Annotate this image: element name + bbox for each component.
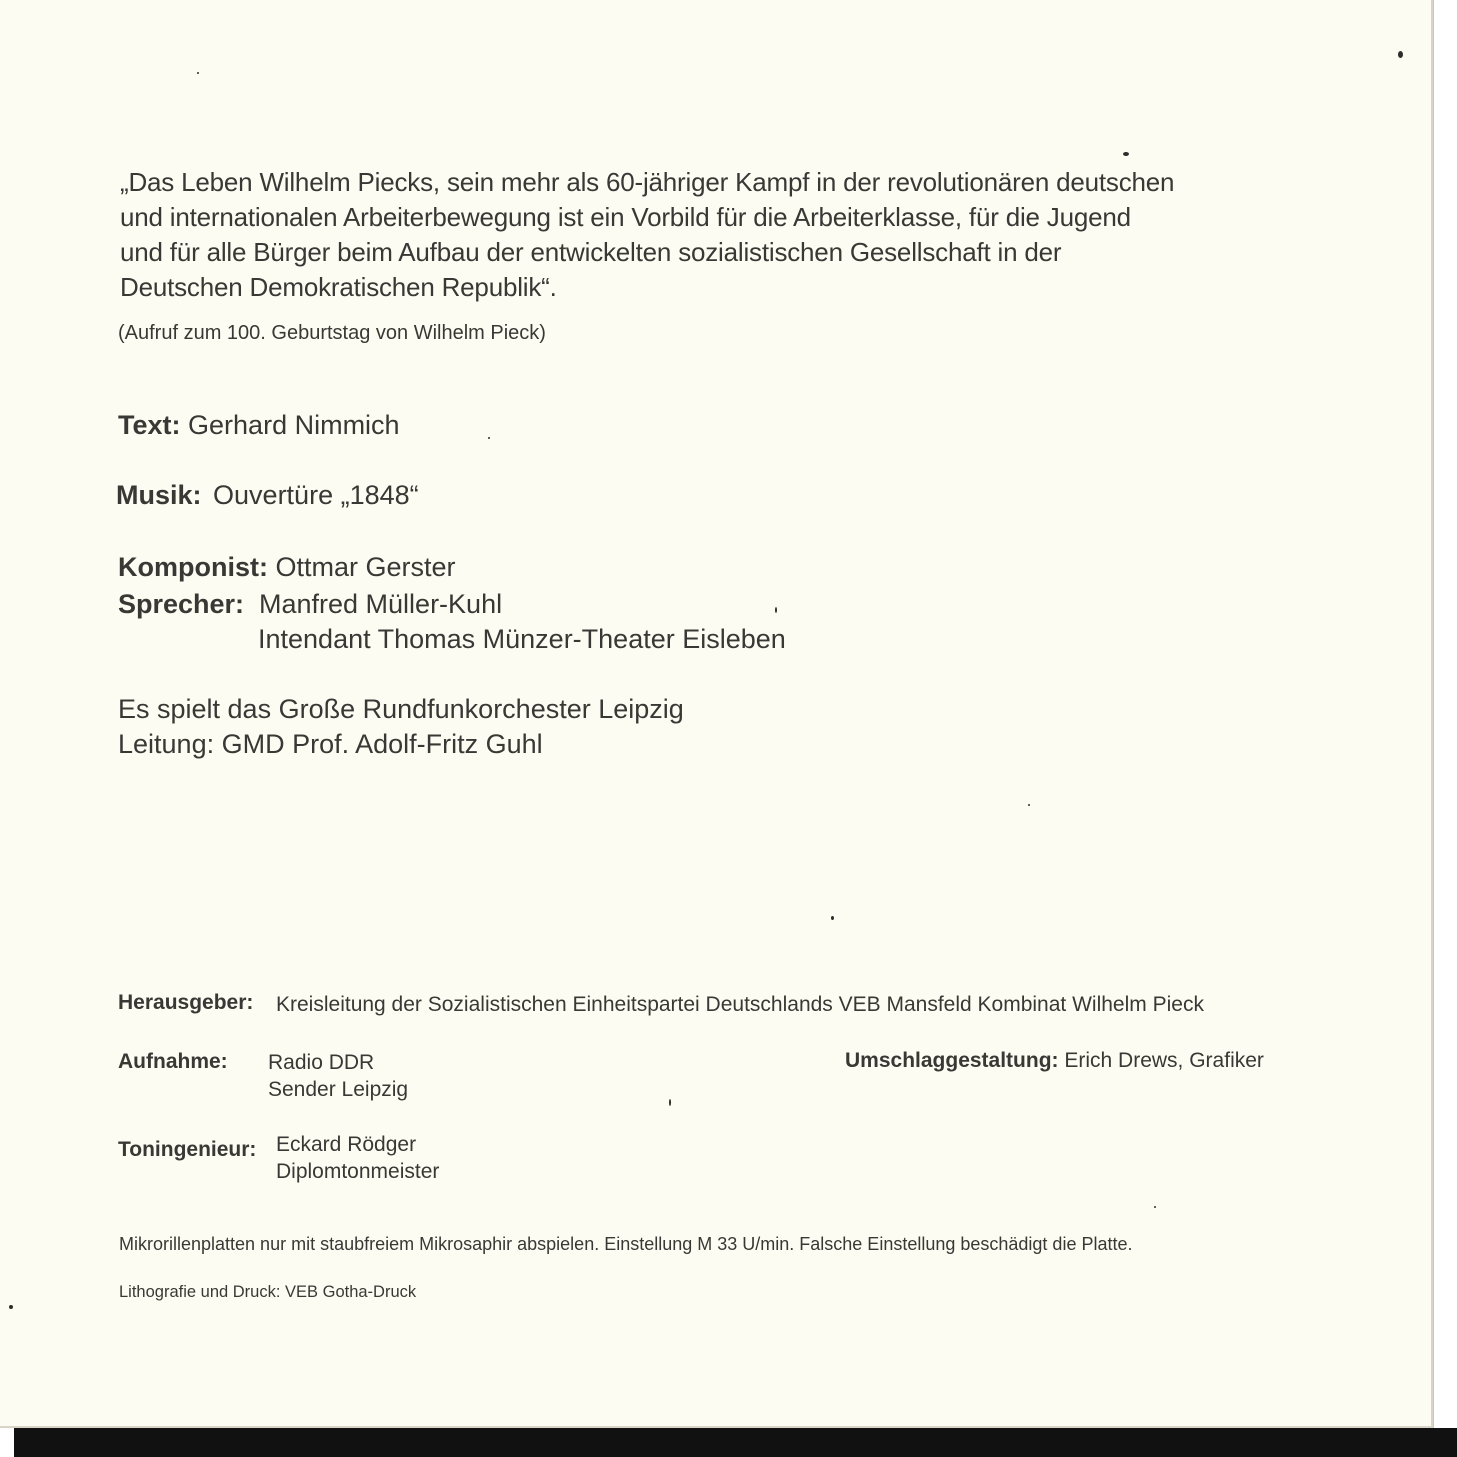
paper-speck [488, 437, 490, 439]
sleeve-bottom-shadow [14, 1428, 1457, 1457]
paper-speck [831, 916, 834, 920]
quote-source: (Aufruf zum 100. Geburtstag von Wilhelm Pieck) [118, 322, 546, 344]
paper-speck [669, 1099, 671, 1106]
conductor-line: Leitung: GMD Prof. Adolf-Fritz Guhl [118, 729, 543, 759]
engineer-value-2: Diplomtonmeister [276, 1160, 440, 1183]
quote-line-1: „Das Leben Wilhelm Piecks, sein mehr als 60-jähriger Kampf in der revolutionären deutschen [120, 167, 1175, 197]
speaker-value-1: Manfred Müller-Kuhl [259, 589, 503, 619]
engineer-value-1: Eckard Rödger [276, 1133, 417, 1156]
quote-line-2: und internationalen Arbeiterbewegung ist ein Vorbild für die Arbeiterklasse, für die Jugend [120, 202, 1131, 232]
publisher-value: Kreisleitung der Sozialistischen Einheitspartei Deutschlands VEB Mansfeld Kombinat Wilhelm Pieck [276, 993, 1204, 1016]
recording-label: Aufnahme: [118, 1050, 228, 1073]
music-credit [116, 480, 419, 511]
recording-value-1: Radio DDR [268, 1051, 375, 1074]
quote-line-3: und für alle Bürger beim Aufbau der entwickelten sozialistischen Gesellschaft in der [120, 237, 1062, 267]
cover-label: Umschlaggestaltung: [845, 1049, 1059, 1072]
sleeve-right-edge [1433, 0, 1457, 1428]
text-value: Gerhard Nimmich [188, 410, 400, 440]
cover-credit [845, 1049, 1264, 1073]
engineer-label: Toningenieur: [118, 1138, 257, 1161]
speaker-value-2: Intendant Thomas Münzer-Theater Eisleben [258, 624, 786, 654]
composer-value: Ottmar Gerster [275, 552, 456, 582]
playback-note: Mikrorillenplatten nur mit staubfreiem Mikrosaphir abspielen. Einstellung M 33 U/min. Falsche Einstellung beschädigt die Platte. [119, 1234, 1133, 1254]
orchestra-line: Es spielt das Große Rundfunkorchester Leipzig [118, 694, 684, 724]
paper-speck [197, 72, 199, 74]
paper-speck [1154, 1206, 1156, 1208]
publisher-label: Herausgeber: [118, 991, 254, 1014]
paper-speck [9, 1305, 13, 1309]
paper-speck [1028, 804, 1030, 806]
composer-label: Komponist: [118, 552, 268, 582]
recording-value-2: Sender Leipzig [268, 1078, 409, 1101]
text-credit [118, 410, 400, 441]
paper-speck [775, 607, 777, 613]
speaker-label: Sprecher: [118, 589, 245, 619]
quote-line-4: Deutschen Demokratischen Republik“. [120, 272, 557, 302]
text-label: Text: [118, 410, 181, 440]
print-note: Lithografie und Druck: VEB Gotha-Druck [119, 1283, 417, 1301]
paper-speck [1398, 51, 1403, 58]
composer-credit [118, 552, 456, 583]
music-label: Musik: [116, 480, 202, 510]
music-value: Ouvertüre „1848“ [213, 480, 419, 510]
paper-speck [1123, 152, 1129, 156]
cover-value: Erich Drews, Grafiker [1064, 1049, 1264, 1072]
